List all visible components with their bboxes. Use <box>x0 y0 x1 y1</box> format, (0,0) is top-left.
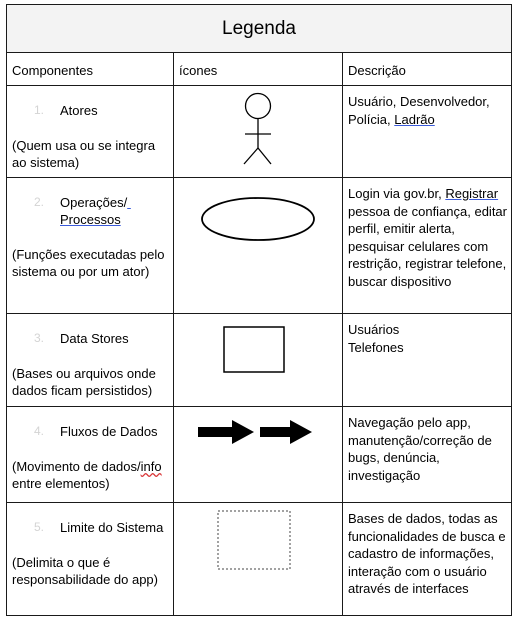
table-row <box>7 178 512 314</box>
description-cell: Usuários Telefones <box>343 314 512 407</box>
row-number: 5. <box>34 520 45 534</box>
arrow-right-icon <box>174 407 342 503</box>
legend-table <box>6 4 512 616</box>
row-number: 1. <box>34 103 45 117</box>
icon-cell <box>174 407 343 503</box>
header-icons: ícones <box>174 53 343 86</box>
component-subtitle: (Movimento de dados/info entre elementos) <box>12 459 162 491</box>
icon-cell <box>174 178 343 314</box>
component-subtitle: (Funções executadas pelo sistema ou por um ator) <box>12 247 165 279</box>
component-name: 5. Limite do Sistema <box>34 520 164 535</box>
icon-cell <box>174 86 343 178</box>
component-cell <box>7 503 174 616</box>
description-cell: Navegação pelo app, manutenção/correção de bugs, denúncia, investigação <box>343 407 512 503</box>
component-subtitle: (Quem usa ou se integra ao sistema) <box>12 138 156 170</box>
component-subtitle: (Bases ou arquivos onde dados ficam persistidos) <box>12 366 156 398</box>
description-cell: Usuário, Desenvolvedor, Polícia, Ladrão <box>343 86 512 178</box>
ellipse-icon <box>174 178 342 314</box>
row-number: 2. <box>34 195 45 209</box>
row-number: 4. <box>34 424 45 438</box>
description-cell: Login via gov.br, Registrar pessoa de confiança, editar perfil, emitir alerta, pesquisar celulares com restrição, registrar telefone, buscar dispositivo <box>343 178 512 314</box>
rectangle-icon <box>174 314 342 407</box>
icon-cell <box>174 503 343 616</box>
icon-cell <box>174 314 343 407</box>
stick-figure-icon <box>174 86 342 178</box>
table-row <box>7 314 512 407</box>
component-cell <box>7 86 174 178</box>
table-row <box>7 503 512 616</box>
header-description: Descrição <box>343 53 512 86</box>
component-cell <box>7 407 174 503</box>
legend-title: Legenda <box>7 5 512 53</box>
component-cell <box>7 314 174 407</box>
component-name: 4. Fluxos de Dados <box>34 424 158 439</box>
underlined-word: Ladrão <box>394 111 435 127</box>
component-name: 2. Operações/ Processos <box>34 195 128 227</box>
description-cell: Bases de dados, todas as funcionalidades de busca e cadastro de informações, interação com o usuário através de interfaces <box>343 503 512 616</box>
table-row <box>7 407 512 503</box>
component-cell <box>7 178 174 314</box>
component-subtitle: (Delimita o que é responsabilidade do app) <box>12 555 158 587</box>
underlined-word: Registrar <box>445 186 499 201</box>
component-name: 3. Data Stores <box>34 331 129 346</box>
component-name: 1. Atores <box>34 103 98 118</box>
row-number: 3. <box>34 331 45 345</box>
dashed-rectangle-icon <box>174 503 342 615</box>
table-row <box>7 86 512 178</box>
header-components: Componentes <box>7 53 174 86</box>
